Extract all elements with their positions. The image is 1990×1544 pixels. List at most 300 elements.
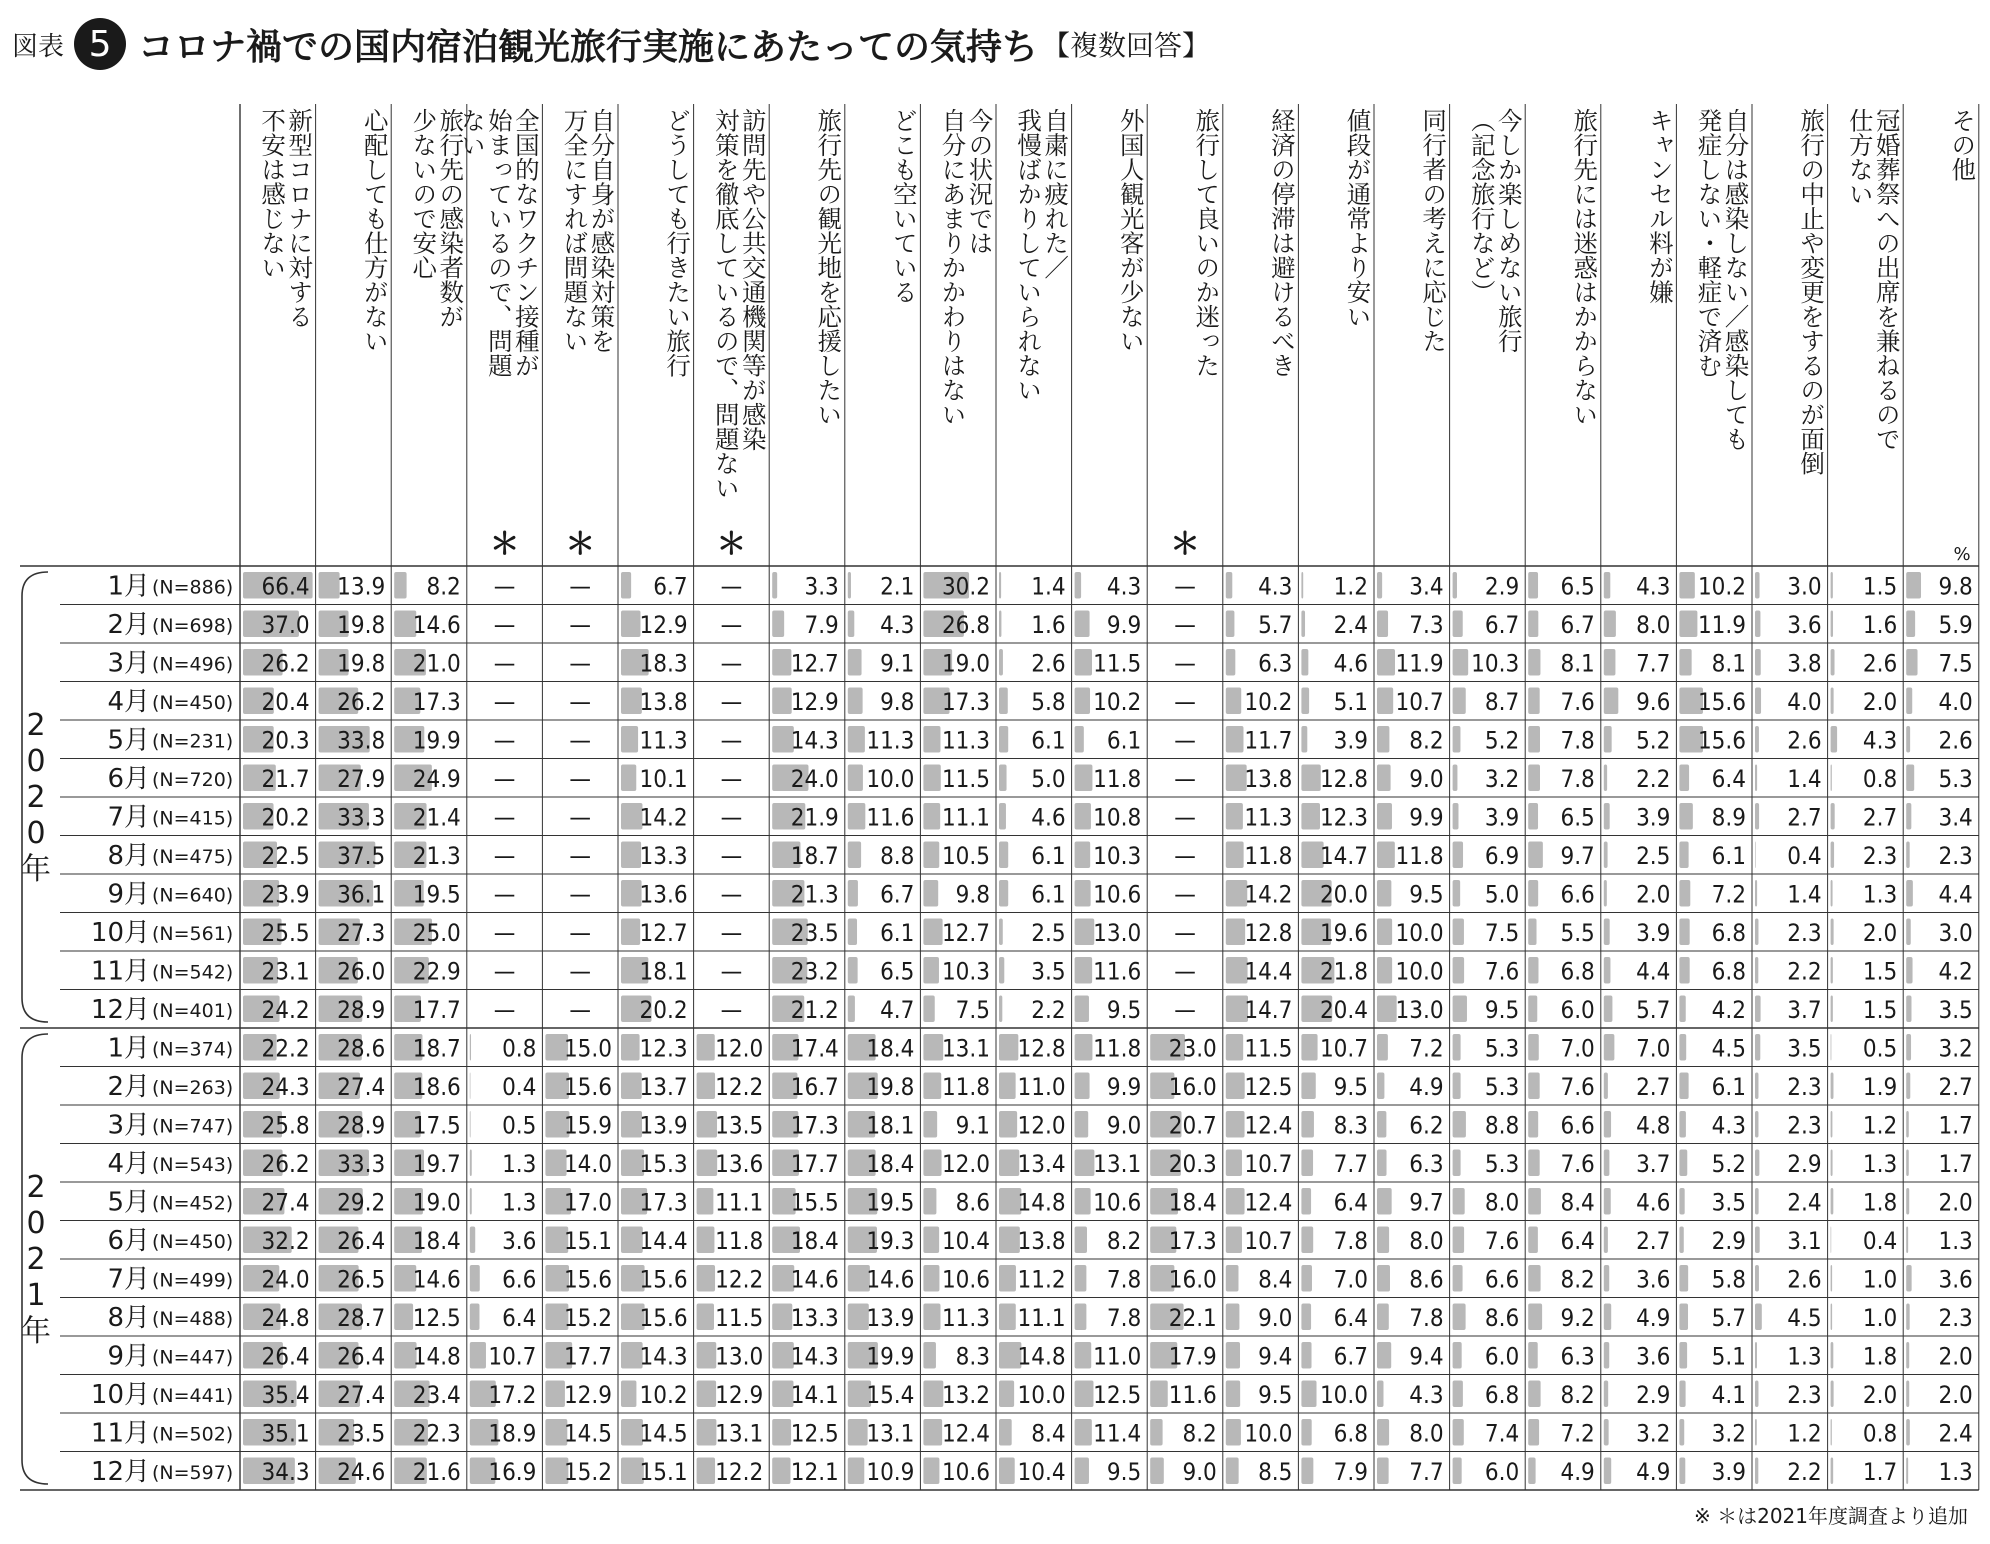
value-bar — [1755, 842, 1756, 869]
cell-value: 10.0 — [1395, 957, 1444, 986]
column-header-line: その他 — [1948, 108, 1978, 182]
cell-value: 7.7 — [1333, 1149, 1368, 1178]
cell-value: 8.2 — [1560, 1265, 1595, 1294]
cell-value: 2.5 — [1636, 841, 1671, 870]
cell-value: 6.7 — [653, 572, 688, 601]
cell-value: 8.0 — [1636, 610, 1671, 639]
cell-value: 10.2 — [1697, 572, 1746, 601]
value-bar — [1528, 688, 1539, 715]
cell-value: 15.6 — [563, 1265, 612, 1294]
value-bar — [1075, 688, 1090, 715]
value-bar — [470, 1073, 471, 1100]
cell-value: 1.4 — [1787, 764, 1822, 793]
row-month-label: 3月 — [107, 1110, 150, 1141]
value-bar — [1906, 842, 1909, 869]
cell-value: — — [569, 803, 592, 832]
cell-value: 9.5 — [1106, 995, 1142, 1024]
cell-value: 10.6 — [1093, 1188, 1142, 1217]
value-bar — [1377, 1458, 1389, 1485]
cell-value: 4.9 — [1636, 1303, 1671, 1332]
cell-value: — — [720, 995, 743, 1024]
value-bar — [1604, 842, 1608, 869]
cell-value: 13.1 — [715, 1419, 764, 1448]
cell-value: 9.9 — [1106, 610, 1142, 639]
chart-title: コロナ禍での国内宿泊観光旅行実施にあたっての気持ち — [138, 26, 1039, 68]
cell-value: 18.1 — [639, 957, 688, 986]
value-bar — [1301, 1188, 1311, 1215]
value-bar — [1377, 1227, 1389, 1254]
value-bar — [1377, 1265, 1390, 1292]
cell-value: 25.5 — [261, 918, 310, 947]
cell-value: 11.5 — [1244, 1034, 1293, 1063]
cell-value: 4.3 — [880, 610, 915, 639]
value-bar — [1831, 611, 1833, 638]
value-bar — [1604, 803, 1610, 830]
cell-value: 6.1 — [1031, 841, 1066, 870]
value-bar — [697, 1304, 714, 1331]
column-header-line: 少ないので安心 — [409, 108, 439, 280]
cell-value: 0.4 — [502, 1072, 537, 1101]
value-bar — [1453, 1227, 1464, 1254]
cell-value: 6.4 — [1333, 1188, 1368, 1217]
cell-value: 11.7 — [1244, 726, 1293, 755]
cell-value: 1.6 — [1862, 610, 1898, 639]
cell-value: 3.5 — [1787, 1034, 1822, 1063]
value-bar — [1377, 1342, 1391, 1369]
column-header-line: 発症しない・軽症で済む — [1694, 108, 1724, 378]
cell-value: — — [493, 918, 516, 947]
cell-value: — — [569, 726, 592, 755]
cell-value: 35.4 — [261, 1380, 310, 1409]
cell-value: 12.0 — [941, 1149, 990, 1178]
value-bar — [1679, 572, 1694, 599]
column-header-line: 旅行して良いのか迷った — [1192, 108, 1222, 378]
year-label-char: 年 — [21, 1314, 51, 1349]
row-month-label: 2月 — [107, 609, 150, 640]
value-bar — [1755, 688, 1761, 715]
cell-value: 9.7 — [1409, 1188, 1444, 1217]
cell-value: 10.6 — [1093, 880, 1142, 909]
value-bar — [1226, 1342, 1240, 1369]
value-bar — [999, 572, 1001, 599]
value-bar — [772, 572, 777, 599]
value-bar — [1528, 1034, 1539, 1061]
cell-value: 6.2 — [1409, 1111, 1444, 1140]
value-bar — [1906, 1111, 1909, 1138]
cell-value: 2.0 — [1938, 1342, 1973, 1371]
value-bar — [1755, 726, 1759, 753]
cell-value: 24.2 — [261, 995, 310, 1024]
cell-value: 26.2 — [261, 649, 310, 678]
value-bar — [1528, 1381, 1540, 1408]
cell-value: 14.1 — [790, 1380, 839, 1409]
value-bar — [1226, 1304, 1240, 1331]
cell-value: 18.1 — [866, 1111, 915, 1140]
cell-value: 13.9 — [639, 1111, 688, 1140]
column-header-line: 対策を徹底しているので、問題ない — [711, 108, 741, 500]
cell-value: 7.6 — [1484, 957, 1520, 986]
value-bar — [1528, 611, 1538, 638]
cell-value: 12.2 — [715, 1457, 764, 1486]
cell-value: 9.5 — [1106, 1457, 1142, 1486]
value-bar — [1755, 1111, 1758, 1138]
cell-value: 0.4 — [1862, 1226, 1898, 1255]
cell-value: 4.0 — [1938, 687, 1973, 716]
cell-value: 6.7 — [1333, 1342, 1368, 1371]
cell-value: 11.8 — [715, 1226, 764, 1255]
cell-value: 6.8 — [1484, 1380, 1520, 1409]
cell-value: 14.3 — [790, 726, 839, 755]
value-bar — [999, 957, 1004, 984]
value-bar — [1453, 803, 1459, 830]
cell-value: — — [1174, 572, 1196, 601]
value-bar — [1604, 996, 1613, 1023]
cell-value: — — [1174, 880, 1196, 909]
cell-value: 18.4 — [866, 1034, 915, 1063]
value-bar — [1604, 765, 1607, 792]
value-bar — [923, 957, 939, 984]
cell-value: 8.0 — [1484, 1188, 1520, 1217]
value-bar — [1301, 1034, 1317, 1061]
value-bar — [1075, 842, 1091, 869]
value-bar — [1075, 1458, 1089, 1485]
cell-value: 12.4 — [941, 1419, 990, 1448]
value-bar — [1528, 957, 1538, 984]
cell-value: 6.1 — [1711, 1072, 1746, 1101]
value-bar — [1906, 611, 1915, 638]
value-bar — [1831, 688, 1834, 715]
cell-value: 8.2 — [1409, 726, 1444, 755]
cell-value: 12.2 — [715, 1072, 764, 1101]
column-header-line: 今の状況では — [965, 108, 995, 255]
cell-value: 3.9 — [1636, 803, 1671, 832]
value-bar — [1301, 1342, 1311, 1369]
cell-value: 12.5 — [412, 1303, 461, 1332]
column-header-line: 旅行の中止や変更をするのが面倒 — [1797, 108, 1827, 476]
cell-value: — — [493, 726, 516, 755]
value-bar — [1528, 996, 1537, 1023]
cell-value: 15.6 — [639, 1303, 688, 1332]
cell-value: 9.0 — [1409, 764, 1444, 793]
value-bar — [1453, 1458, 1462, 1485]
cell-value: 6.7 — [1560, 610, 1595, 639]
cell-value: 18.4 — [790, 1226, 839, 1255]
value-bar — [1755, 1381, 1758, 1408]
new-in-2021-star: ＊ — [1170, 527, 1200, 562]
cell-value: 14.3 — [639, 1342, 688, 1371]
value-bar — [1831, 1419, 1832, 1446]
value-bar — [1150, 1381, 1168, 1408]
row-sample-size: (N=488) — [152, 1307, 234, 1330]
cell-value: 10.3 — [941, 957, 990, 986]
year-label-char: 2 — [26, 708, 46, 743]
cell-value: 5.8 — [1031, 687, 1066, 716]
cell-value: 12.3 — [639, 1034, 688, 1063]
cell-value: 4.3 — [1636, 572, 1671, 601]
cell-value: 5.8 — [1711, 1265, 1746, 1294]
value-bar — [1226, 1227, 1242, 1254]
cell-value: 2.3 — [1938, 1303, 1973, 1332]
cell-value: 23.0 — [1168, 1034, 1217, 1063]
cell-value: 13.0 — [1395, 995, 1444, 1024]
row-month-label: 6月 — [107, 763, 150, 794]
cell-value: 3.3 — [804, 572, 839, 601]
cell-value: 7.6 — [1560, 1072, 1595, 1101]
cell-value: 1.2 — [1333, 572, 1368, 601]
new-in-2021-star: ＊ — [565, 527, 596, 562]
value-bar — [1906, 1419, 1910, 1446]
cell-value: 7.8 — [1106, 1265, 1142, 1294]
cell-value: 3.6 — [1636, 1342, 1671, 1371]
cell-value: — — [720, 572, 743, 601]
cell-value: 10.0 — [1395, 918, 1444, 947]
column-header-line: 始まっているので、問題 — [484, 108, 514, 378]
value-bar — [1528, 1111, 1538, 1138]
cell-value: 23.9 — [261, 880, 310, 909]
cell-value: — — [1174, 841, 1196, 870]
cell-value: 3.1 — [1787, 1226, 1822, 1255]
value-bar — [1906, 726, 1910, 753]
cell-value: 14.6 — [790, 1265, 839, 1294]
cell-value: — — [569, 764, 592, 793]
cell-value: 1.3 — [502, 1188, 537, 1217]
cell-value: 1.7 — [1938, 1111, 1973, 1140]
value-bar — [1301, 572, 1303, 599]
cell-value: 15.6 — [1697, 726, 1746, 755]
cell-value: 11.3 — [941, 1303, 990, 1332]
row-sample-size: (N=698) — [152, 614, 234, 637]
value-bar — [1453, 842, 1463, 869]
value-bar — [1528, 1304, 1542, 1331]
cell-value: 4.2 — [1711, 995, 1746, 1024]
row-sample-size: (N=447) — [152, 1346, 234, 1369]
cell-value: 6.7 — [1484, 610, 1520, 639]
value-bar — [1831, 957, 1833, 984]
value-bar — [1831, 1342, 1834, 1369]
cell-value: 1.3 — [1938, 1226, 1973, 1255]
cell-value: 10.7 — [1395, 687, 1444, 716]
value-bar — [1075, 957, 1093, 984]
cell-value: 7.0 — [1560, 1034, 1595, 1063]
cell-value: 5.3 — [1484, 1034, 1520, 1063]
value-bar — [1453, 1034, 1461, 1061]
cell-value: 6.6 — [1560, 880, 1595, 909]
cell-value: 11.1 — [1017, 1303, 1066, 1332]
cell-value: 9.8 — [955, 880, 990, 909]
value-bar — [1453, 1150, 1461, 1177]
value-bar — [772, 611, 784, 638]
value-bar — [1831, 996, 1833, 1023]
cell-value: 19.9 — [866, 1342, 915, 1371]
value-bar — [1301, 726, 1307, 753]
value-bar — [1377, 649, 1395, 676]
value-bar — [1831, 1265, 1833, 1292]
value-bar — [772, 1458, 790, 1485]
cell-value: 19.5 — [412, 880, 461, 909]
cell-value: 14.6 — [412, 1265, 461, 1294]
cell-value: 2.2 — [1031, 995, 1066, 1024]
cell-value: 7.5 — [1938, 649, 1973, 678]
cell-value: 8.4 — [1560, 1188, 1595, 1217]
value-bar — [1906, 1150, 1909, 1177]
cell-value: 11.5 — [715, 1303, 764, 1332]
cell-value: 36.1 — [337, 880, 386, 909]
table-cells — [243, 572, 1973, 1486]
cell-value: 13.1 — [866, 1419, 915, 1448]
value-bar — [999, 880, 1008, 907]
value-bar — [1906, 1342, 1909, 1369]
row-sample-size: (N=231) — [152, 730, 234, 753]
value-bar — [697, 1381, 717, 1408]
cell-value: — — [1174, 803, 1196, 832]
cell-value: 10.6 — [941, 1265, 990, 1294]
value-bar — [1906, 1458, 1908, 1485]
cell-value: 3.2 — [1711, 1419, 1746, 1448]
row-month-label: 9月 — [107, 879, 150, 910]
column-header-line: 旅行先の観光地を応援したい — [814, 108, 844, 427]
cell-value: — — [493, 572, 516, 601]
cell-value: 7.9 — [1333, 1457, 1368, 1486]
value-bar — [1453, 726, 1461, 753]
value-bar — [470, 1227, 475, 1254]
cell-value: 21.3 — [412, 841, 461, 870]
cell-value: 12.9 — [790, 687, 839, 716]
cell-value: 14.2 — [1244, 880, 1293, 909]
value-bar — [621, 1381, 636, 1408]
cell-value: 2.0 — [1862, 687, 1898, 716]
row-month-label: 8月 — [107, 1302, 150, 1333]
cell-value: 0.8 — [502, 1034, 537, 1063]
row-sample-size: (N=374) — [152, 1038, 234, 1061]
value-bar — [697, 1034, 715, 1061]
row-sample-size: (N=720) — [152, 768, 234, 791]
value-bar — [1453, 880, 1461, 907]
cell-value: 13.0 — [1093, 918, 1142, 947]
value-bar — [545, 1381, 565, 1408]
cell-value: 8.2 — [1182, 1419, 1217, 1448]
value-bar — [1755, 1265, 1759, 1292]
cell-value: 14.6 — [412, 610, 461, 639]
cell-value: 37.0 — [261, 610, 310, 639]
cell-value: 15.6 — [639, 1265, 688, 1294]
row-sample-size: (N=747) — [152, 1115, 234, 1138]
cell-value: 20.0 — [1319, 880, 1368, 909]
value-bar — [772, 649, 791, 676]
cell-value: 20.4 — [1319, 995, 1368, 1024]
value-bar — [1075, 649, 1092, 676]
column-header-line: 我慢ばかりしていられない — [1014, 108, 1044, 402]
cell-value: — — [569, 957, 592, 986]
value-bar — [1377, 1188, 1392, 1215]
row-sample-size: (N=450) — [152, 1230, 234, 1253]
value-bar — [848, 957, 858, 984]
cell-value: 1.2 — [1787, 1419, 1822, 1448]
value-bar — [1831, 765, 1832, 792]
value-bar — [1226, 1188, 1245, 1215]
value-bar — [1377, 880, 1391, 907]
value-bar — [999, 803, 1006, 830]
value-bar — [697, 1227, 715, 1254]
cell-value: 7.8 — [1106, 1303, 1142, 1332]
cell-value: 1.7 — [1938, 1149, 1973, 1178]
value-bar — [621, 842, 641, 869]
cell-value: 9.5 — [1409, 880, 1444, 909]
value-bar — [1150, 1419, 1162, 1446]
value-bar — [1075, 1381, 1094, 1408]
cell-value: 2.2 — [1787, 957, 1822, 986]
cell-value: 23.5 — [790, 918, 839, 947]
cell-value: 1.2 — [1862, 1111, 1898, 1140]
cell-value: 7.3 — [1409, 610, 1444, 639]
value-bar — [1301, 1073, 1315, 1100]
value-bar — [848, 688, 863, 715]
value-bar — [1226, 1265, 1239, 1292]
value-bar — [1528, 803, 1538, 830]
value-bar — [923, 1034, 943, 1061]
cell-value: 6.8 — [1333, 1419, 1368, 1448]
cell-value: 20.3 — [261, 726, 310, 755]
value-bar — [1755, 1419, 1757, 1446]
value-bar — [1377, 1381, 1384, 1408]
value-bar — [1528, 1073, 1539, 1100]
value-bar — [848, 572, 851, 599]
row-month-label: 5月 — [107, 1187, 150, 1218]
value-bar — [1301, 1227, 1313, 1254]
value-bar — [1301, 688, 1309, 715]
value-bar — [621, 611, 641, 638]
value-bar — [1831, 726, 1838, 753]
cell-value: 4.3 — [1106, 572, 1142, 601]
value-bar — [1679, 1381, 1685, 1408]
value-bar — [1528, 1458, 1535, 1485]
cell-value: 10.2 — [1093, 687, 1142, 716]
cell-value: — — [720, 841, 743, 870]
row-month-label: 6月 — [107, 1225, 150, 1256]
cell-value: 9.5 — [1333, 1072, 1368, 1101]
cell-value: 18.6 — [412, 1072, 461, 1101]
value-bar — [923, 1458, 939, 1485]
cell-value: 12.9 — [715, 1380, 764, 1409]
value-bar — [1906, 1265, 1911, 1292]
value-bar — [1226, 726, 1244, 753]
cell-value: 11.0 — [1093, 1342, 1142, 1371]
cell-value: 25.0 — [412, 918, 461, 947]
cell-value: 18.4 — [1168, 1188, 1217, 1217]
cell-value: 11.9 — [1395, 649, 1444, 678]
cell-value: 0.8 — [1862, 1419, 1898, 1448]
cell-value: 26.2 — [261, 1149, 310, 1178]
value-bar — [1377, 572, 1382, 599]
value-bar — [848, 803, 866, 830]
cell-value: 13.9 — [866, 1303, 915, 1332]
cell-value: 14.5 — [563, 1419, 612, 1448]
value-bar — [1755, 803, 1759, 830]
cell-value: 23.4 — [412, 1380, 461, 1409]
cell-value: 2.0 — [1862, 918, 1898, 947]
cell-value: 26.5 — [337, 1265, 386, 1294]
value-bar — [1528, 919, 1536, 946]
value-bar — [848, 1458, 864, 1485]
cell-value: 17.5 — [412, 1111, 461, 1140]
value-bar — [697, 1265, 715, 1292]
cell-value: 19.5 — [866, 1188, 915, 1217]
value-bar — [1755, 996, 1761, 1023]
cell-value: 10.8 — [1093, 803, 1142, 832]
value-bar — [1301, 1304, 1311, 1331]
cell-value: 11.8 — [1395, 841, 1444, 870]
value-bar — [1075, 1073, 1090, 1100]
cell-value: 5.3 — [1938, 764, 1973, 793]
